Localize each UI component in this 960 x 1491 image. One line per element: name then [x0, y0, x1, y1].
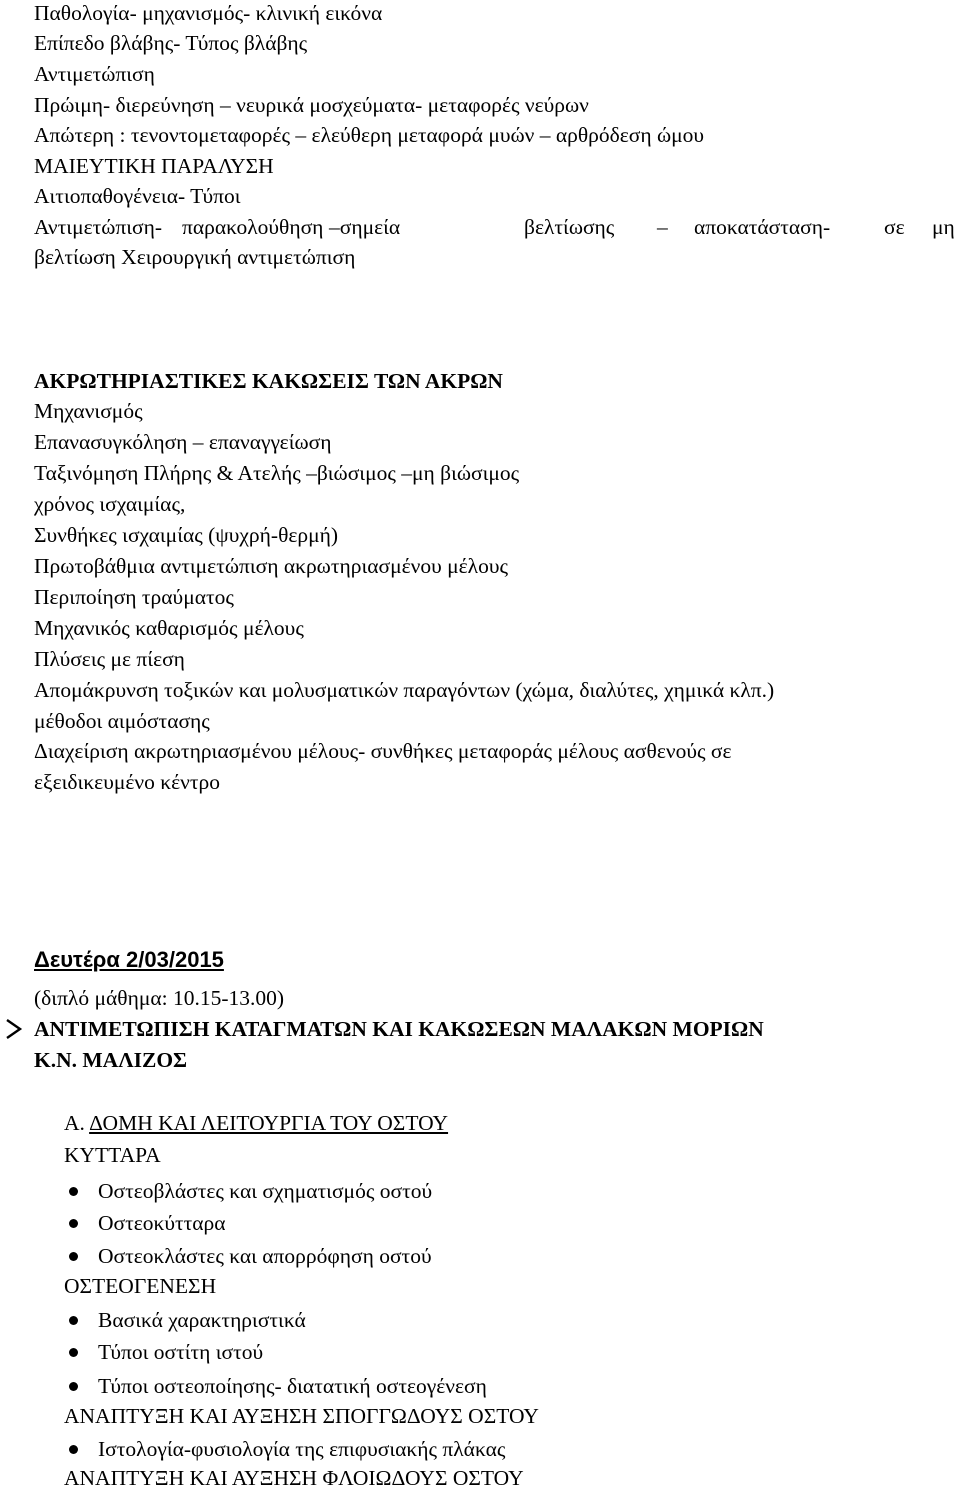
text-line: Μηχανικός καθαρισμός μέλους: [34, 616, 304, 640]
date-heading: Δευτέρα 2/03/2015: [34, 947, 224, 972]
bullet-icon: [69, 1445, 78, 1454]
instructor: Κ.Ν. ΜΑΛΙΖΟΣ: [34, 1048, 188, 1072]
text-line: εξειδικευμένο κέντρο: [34, 770, 220, 794]
text-line: μέθοδοι αιμόστασης: [34, 709, 210, 733]
subsection-prefix: Α.: [64, 1111, 85, 1135]
list-item: Οστεοβλάστες και σχηματισμός οστού: [98, 1179, 433, 1203]
text-line: βελτίωση Χειρουργική αντιμετώπιση: [34, 245, 356, 269]
text-line: χρόνος ισχαιμίας,: [34, 492, 186, 516]
text-line: Επανασυγκόληση – επαναγγείωση: [34, 430, 332, 454]
list-item: Τύποι οστεοποίησης- διατατική οστεογένεση: [98, 1374, 487, 1398]
subsection-title: ΔΟΜΗ ΚΑΙ ΛΕΙΤΟΥΡΓΙΑ ΤΟΥ ΟΣΤΟΥ: [89, 1111, 449, 1135]
list-item: Βασικά χαρακτηριστικά: [98, 1308, 306, 1332]
bullet-icon: [69, 1252, 78, 1261]
list-item: Οστεοκύτταρα: [98, 1211, 226, 1235]
lesson-time: (διπλό μάθημα: 10.15-13.00): [34, 986, 285, 1010]
group-heading: ΟΣΤΕΟΓΕΝΕΣΗ: [64, 1274, 217, 1298]
text-line: Συνθήκες ισχαιμίας (ψυχρή-θερμή): [34, 523, 339, 547]
list-item: Ιστολογία-φυσιολογία της επιφυσιακής πλάκας: [98, 1437, 506, 1461]
bullet-icon: [69, 1348, 78, 1357]
text-line: Παθολογία- μηχανισμός- κλινική εικόνα: [34, 1, 383, 25]
arrow-bullet-icon: [4, 1018, 24, 1046]
list-item: Τύποι οστίτη ιστού: [98, 1340, 264, 1364]
text-line: Απώτερη : τενοντομεταφορές – ελεύθερη μεταφορά μυών – αρθρόδεση ώμου: [34, 123, 705, 147]
course-title: ΑΝΤΙΜΕΤΩΠΙΣΗ ΚΑΤΑΓΜΑΤΩΝ ΚΑΙ ΚΑΚΩΣΕΩΝ ΜΑΛΑΚΩΝ ΜΟΡΙΩΝ: [34, 1017, 764, 1041]
list-item: Οστεοκλάστες και απορρόφηση οστού: [98, 1244, 432, 1268]
justified-text-line: Αντιμετώπιση- παρακολούθηση –σημεία βελτίωσης – αποκατάσταση- σε μη: [34, 215, 955, 239]
text-line: Επίπεδο βλάβης- Τύπος βλάβης: [34, 31, 308, 55]
group-heading: ΚΥΤΤΑΡΑ: [64, 1143, 161, 1167]
text-line: Πλύσεις με πίεση: [34, 647, 185, 671]
section-heading: ΑΚΡΩΤΗΡΙΑΣΤΙΚΕΣ ΚΑΚΩΣΕΙΣ ΤΩΝ ΑΚΡΩΝ: [34, 369, 503, 393]
text-line: ΜΑΙΕΥΤΙΚΗ ΠΑΡΑΛΥΣΗ: [34, 154, 274, 178]
group-heading: ΑΝΑΠΤΥΞΗ ΚΑΙ ΑΥΞΗΣΗ ΣΠΟΓΓΩΔΟΥΣ ΟΣΤΟΥ: [64, 1404, 539, 1428]
text-line: Πρώιμη- διερεύνηση – νευρικά μοσχεύματα- μεταφορές νεύρων: [34, 93, 589, 117]
text-line: Περιποίηση τραύματος: [34, 585, 234, 609]
bullet-icon: [69, 1219, 78, 1228]
bullet-icon: [69, 1187, 78, 1196]
bullet-icon: [69, 1382, 78, 1391]
text-line: Διαχείριση ακρωτηριασμένου μέλους- συνθήκες μεταφοράς μέλους ασθενούς σε: [34, 739, 732, 763]
subsection-heading: [64, 1110, 448, 1136]
text-line: Αντιμετώπιση: [34, 62, 155, 86]
text-line: Αιτιοπαθογένεια- Τύποι: [34, 184, 241, 208]
text-line: Απομάκρυνση τοξικών και μολυσματικών παραγόντων (χώμα, διαλύτες, χημικά κλπ.): [34, 678, 775, 702]
text-line: Πρωτοβάθμια αντιμετώπιση ακρωτηριασμένου μέλους: [34, 554, 509, 578]
text-line: Μηχανισμός: [34, 399, 143, 423]
text-line: Ταξινόμηση Πλήρης & Ατελής –βιώσιμος –μη βιώσιμος: [34, 461, 520, 485]
bullet-icon: [69, 1316, 78, 1325]
group-heading: ΑΝΑΠΤΥΞΗ ΚΑΙ ΑΥΞΗΣΗ ΦΛΟΙΩΔΟΥΣ ΟΣΤΟΥ: [64, 1466, 524, 1490]
